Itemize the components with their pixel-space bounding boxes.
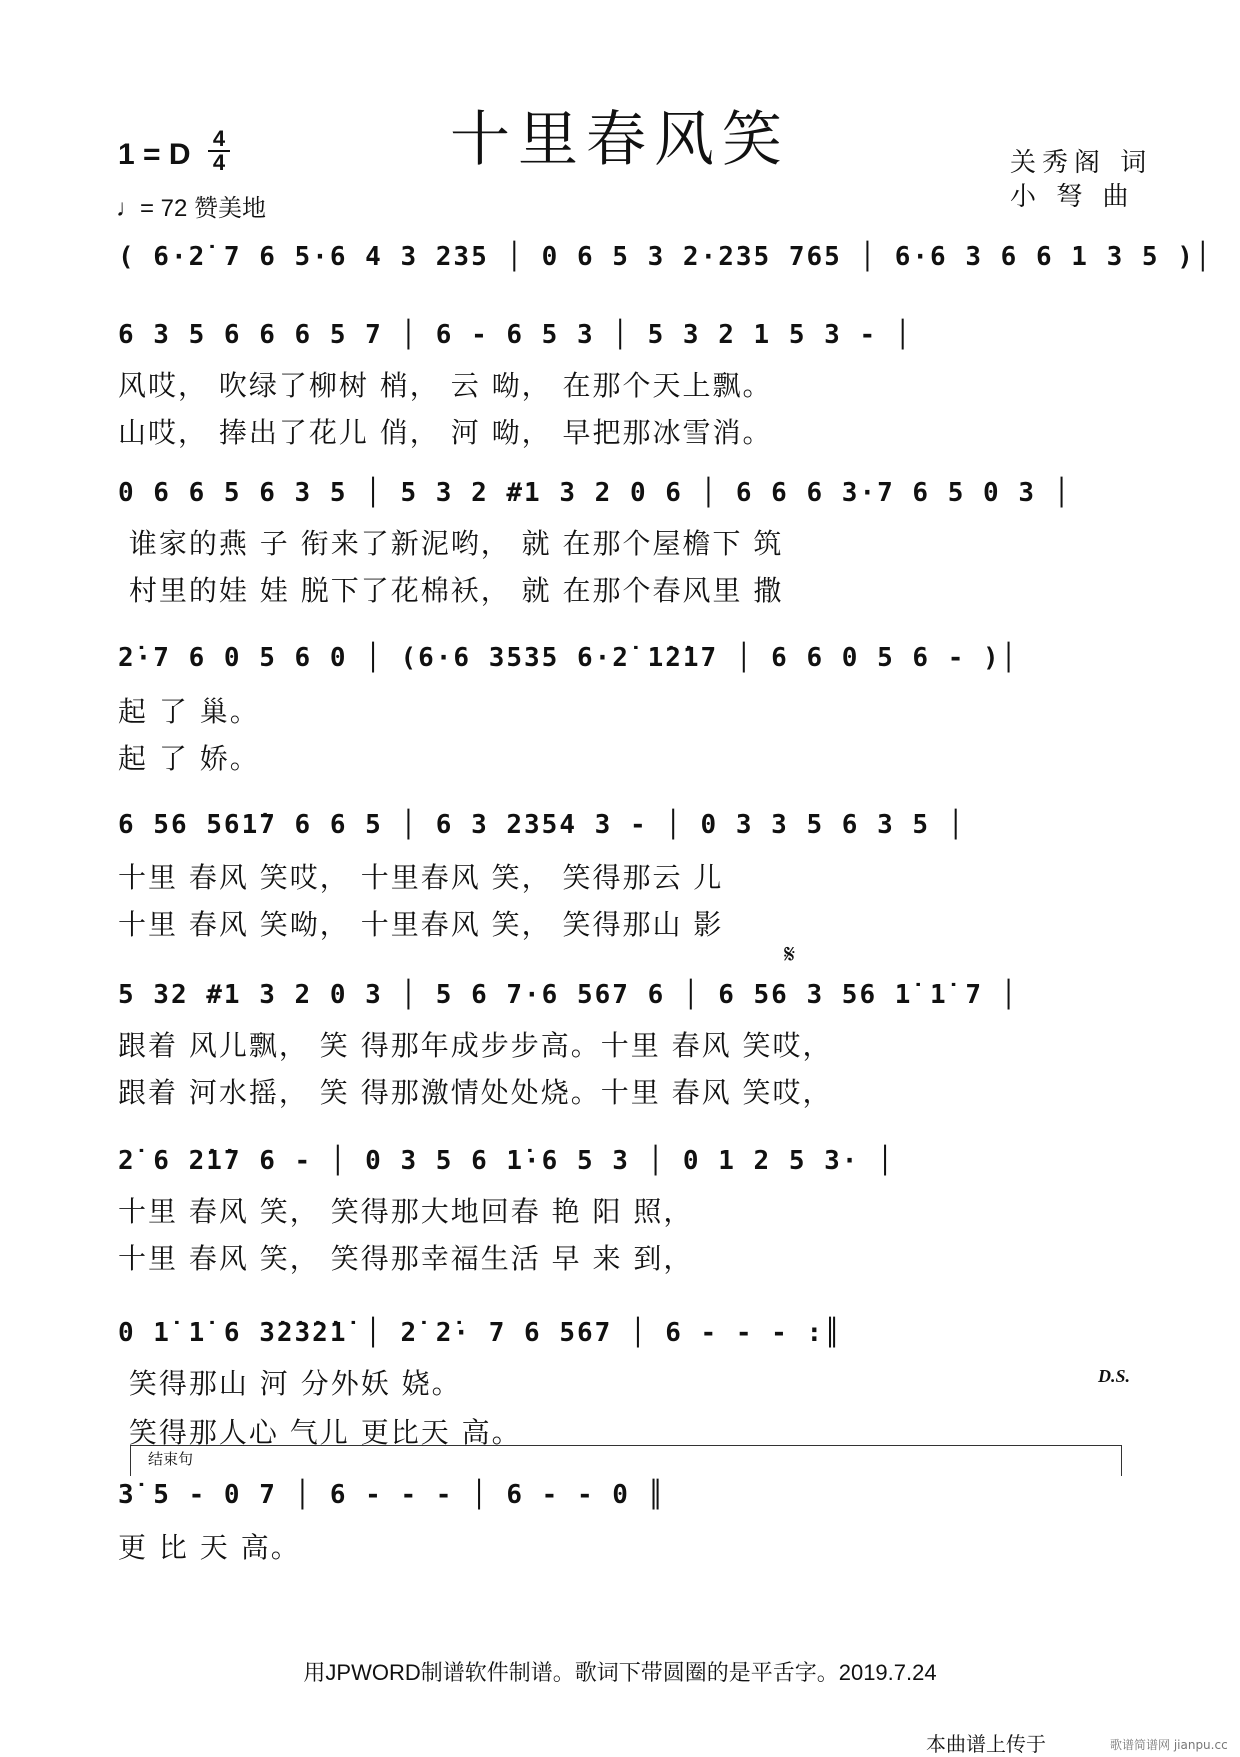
ending-label: 结束句: [148, 1451, 194, 1468]
lyric-row-3-verse-2: 村里的娃 娃 脱下了花棉袄， 就 在那个春风里 撒: [118, 574, 784, 607]
notation-row-1: ( 6·2̇ 7 6 5·6 4 3 235 │ 0 6 5 3 2·235 765 │ 6·6 3 6 6 1 3 5 )│: [118, 242, 1213, 272]
lyric-row-2-verse-1: 风哎， 吹绿了柳树 梢， 云 呦， 在那个天上飘。: [118, 369, 773, 402]
lyric-row-3-verse-1: 谁家的燕 子 衔来了新泥哟， 就 在那个屋檐下 筑: [118, 527, 784, 560]
lyricist-credit: 关秀阁 词: [1010, 148, 1153, 178]
lyric-row-5-verse-1: 十里 春风 笑哎， 十里春风 笑， 笑得那云 儿: [118, 861, 724, 894]
ending-bracket: [130, 1445, 1122, 1476]
composer-credit: 小 弩 曲: [1010, 182, 1135, 212]
time-signature-top: 4: [212, 126, 226, 151]
lyric-row-2-verse-2: 山哎， 捧出了花儿 俏， 河 呦， 早把那冰雪消。: [118, 416, 773, 449]
lyric-row-7-verse-2: 十里 春风 笑， 笑得那幸福生活 早 来 到，: [118, 1242, 694, 1275]
lyric-row-4-verse-1: 起 了 巢。: [118, 695, 260, 728]
lyric-row-8-verse-2: 笑得那人心 气儿 更比天 高。: [118, 1416, 522, 1449]
lyric-row-5-verse-2: 十里 春风 笑呦， 十里春风 笑， 笑得那山 影: [118, 908, 724, 941]
lyric-row-7-verse-1: 十里 春风 笑， 笑得那大地回春 艳 阳 照，: [118, 1195, 694, 1228]
notation-row-2: 6 3 5 6 6 6 5 7 │ 6 - 6 5 3 │ 5 3 2 1 5 3 - │: [118, 320, 913, 350]
notation-row-3: 0 6 6 5 6 3 5 │ 5 3 2 #1 3 2 0 6 │ 6 6 6 3·7 6 5 0 3 │: [118, 478, 1072, 508]
notation-row-7: 2̇ 6 2̇1̇7 6 - │ 0 3 5 6 1̇·6 5 3 │ 0 1 2 5 3· │: [118, 1146, 895, 1176]
tempo-marking: ♩= 72 赞美地: [116, 195, 267, 222]
notation-row-9: 3̇ 5 - 0 7 │ 6 - - - │ 6 - - 0 ║: [118, 1480, 666, 1510]
site-watermark: 歌谱简谱网 jianpu.cc: [1110, 1738, 1228, 1752]
key-signature: 1 = D: [118, 138, 191, 171]
song-title: 十里春风笑: [450, 105, 790, 175]
segno-sign: 𝄋: [784, 940, 796, 970]
notation-row-5: 6 56 561̇7 6 6 5 │ 6 3 2354 3 - │ 0 3 3 5 6 3 5 │: [118, 810, 966, 840]
lyric-row-9: 更 比 天 高。: [118, 1531, 301, 1564]
time-signature-bottom: 4: [208, 150, 230, 174]
upload-credit: 本曲谱上传于: [926, 1734, 1046, 1756]
dal-segno-mark: D.S.: [1098, 1366, 1131, 1386]
footer-note: 用JPWORD制谱软件制谱。歌词下带圆圈的是平舌字。2019.7.24: [303, 1660, 937, 1685]
notation-row-8: 0 1̇ 1̇ 6 3̇2̇3̇2̇1̇ │ 2̇ 2̇· 7 6 567 │ 6 - - - :║: [118, 1318, 842, 1348]
lyric-row-8-verse-1: 笑得那山 河 分外妖 娆。: [118, 1367, 462, 1400]
time-signature: [208, 128, 230, 174]
lyric-row-6-verse-2: 跟着 河水摇， 笑 得那激情处处烧。十里 春风 笑哎，: [118, 1076, 833, 1109]
notation-row-6: 5 32 #1 3 2 0 3 │ 5 6 7·6 567 6 │ 6 56 3 56 1̇ 1̇ 7 │: [118, 980, 1019, 1010]
notation-row-4: 2̇·7 6 0 5 6 0 │ (6·6 3535 6·2̇ 1̇2̇17 │ 6 6 0 5 6 - )│: [118, 643, 1019, 673]
lyric-row-6-verse-1: 跟着 风儿飘， 笑 得那年成步步高。十里 春风 笑哎，: [118, 1029, 833, 1062]
lyric-row-4-verse-2: 起 了 娇。: [118, 742, 260, 775]
